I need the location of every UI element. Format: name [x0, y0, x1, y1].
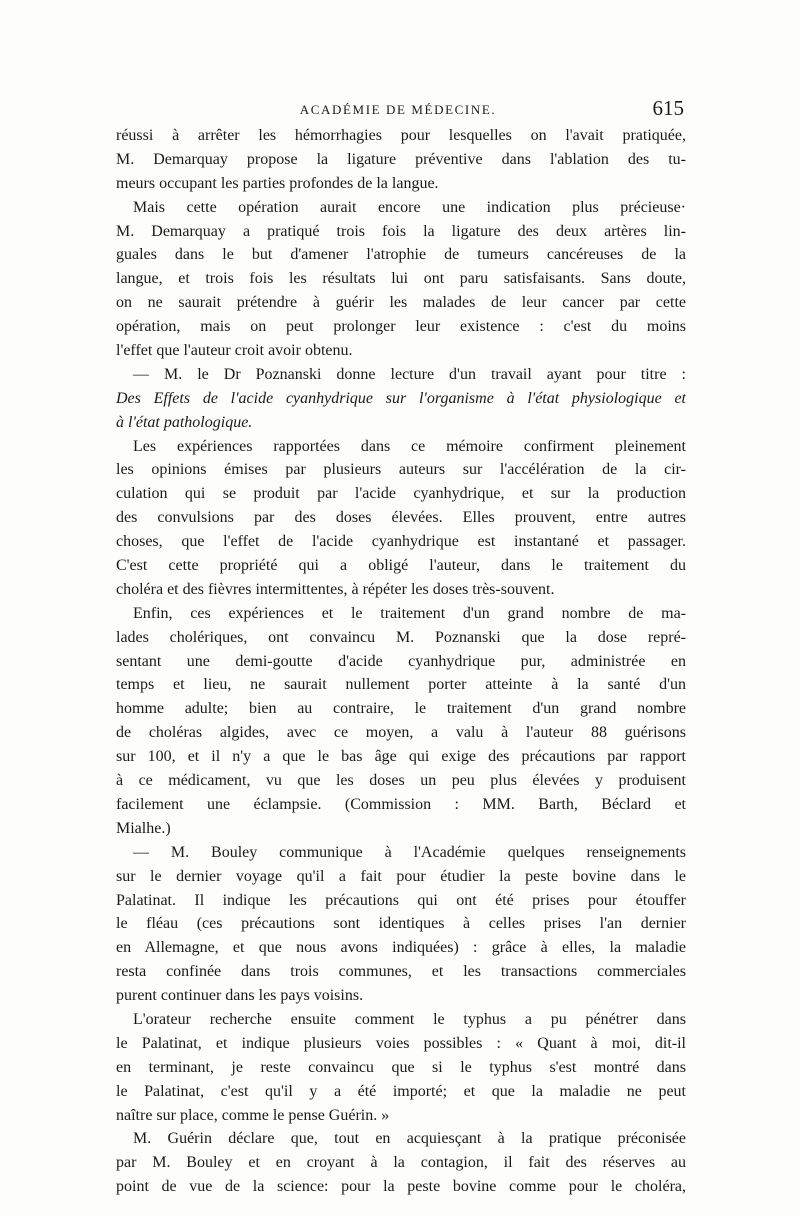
running-head	[112, 98, 684, 122]
text-line: Palatinat. Il indique les précautions qui ont été prises pour étouffer	[116, 891, 686, 909]
page-number: 615	[652, 96, 684, 120]
text-line: M. Demarquay a pratiqué trois fois la ligature des deux artères lin-	[116, 222, 686, 240]
text-line: les opinions émises par plusieurs auteurs sur l'accélération de la cir-	[116, 461, 686, 479]
text-line: à l'état pathologique.	[116, 413, 253, 431]
text-line: culation qui se produit par l'acide cyanhydrique, et sur la production	[116, 485, 686, 503]
text-line: des convulsions par des doses élevées. Elles prouvent, entre autres	[116, 509, 686, 527]
text-line: meurs occupant les parties profondes de la langue.	[116, 174, 439, 192]
text-line: à ce médicament, vu que les doses un peu plus élevées y produisent	[116, 772, 686, 790]
text-line: C'est cette propriété qui a obligé l'auteur, dans le traitement du	[116, 557, 686, 575]
text-line: de choléras algides, avec ce moyen, a valu à l'auteur 88 guérisons	[116, 724, 686, 742]
text-line: facilement une éclampsie. (Commission : MM. Barth, Béclard et	[116, 795, 686, 813]
text-line: resta confinée dans trois communes, et les transactions commerciales	[116, 963, 686, 981]
text-line: point de vue de la science: pour la peste bovine comme pour le choléra,	[116, 1178, 686, 1196]
text-line: le fléau (ces précautions sont identiques à celles prises l'an dernier	[116, 915, 686, 933]
text-line: opération, mais on peut prolonger leur existence : c'est du moins	[116, 318, 686, 336]
text-line: en terminant, je reste convaincu que si le typhus s'est montré dans	[116, 1058, 686, 1076]
text-line: homme adulte; bien au contraire, le traitement d'un grand nombre	[116, 700, 686, 718]
text-line: — M. Bouley communique à l'Académie quelques renseignements	[133, 843, 686, 861]
text-line: sur 100, et il n'y a que le bas âge qui exige des précautions par rapport	[116, 748, 686, 766]
text-line: M. Guérin déclare que, tout en acquiesçant à la pratique préconisée	[133, 1130, 686, 1148]
text-line: Mais cette opération aurait encore une indication plus précieuse·	[133, 198, 686, 216]
running-title: ACADÉMIE DE MÉDECINE.	[299, 102, 497, 117]
text-line: Enfin, ces expériences et le traitement d'un grand nombre de ma-	[133, 604, 686, 622]
text-line: guales dans le but d'amener l'atrophie de tumeurs cancéreuses de la	[116, 246, 686, 264]
text-line: temps et lieu, ne saurait nullement porter atteinte à la santé d'un	[116, 676, 686, 694]
text-line: choses, que l'effet de l'acide cyanhydrique est instantané et passager.	[116, 533, 686, 551]
text-line: l'effet que l'auteur croit avoir obtenu.	[116, 342, 353, 360]
text-line: choléra et des fièvres intermittentes, à répéter les doses très-souvent.	[116, 580, 555, 598]
text-line: sentant une demi-goutte d'acide cyanhydrique pur, administrée en	[116, 652, 686, 670]
text-line: par M. Bouley et en croyant à la contagion, il fait des réserves au	[116, 1154, 686, 1172]
text-line: lades cholériques, ont convaincu M. Poznanski que la dose repré-	[116, 628, 686, 646]
text-line: on ne saurait prétendre à guérir les malades de leur cancer par cette	[116, 294, 686, 312]
text-line: en Allemagne, et que nous avons indiquées) : grâce à elles, la maladie	[116, 939, 686, 957]
text-line: M. Demarquay propose la ligature préventive dans l'ablation des tu-	[116, 150, 686, 168]
text-line: naître sur place, comme le pense Guérin. »	[116, 1106, 390, 1124]
text-line: — M. le Dr Poznanski donne lecture d'un travail ayant pour titre :	[133, 365, 686, 383]
text-line: le Palatinat, c'est qu'il y a été importé; et que la maladie ne peut	[116, 1082, 686, 1100]
text-line: langue, et trois fois les résultats lui ont paru satisfaisants. Sans doute,	[116, 270, 686, 288]
text-line: purent continuer dans les pays voisins.	[116, 987, 364, 1005]
text-line: le Palatinat, et indique plusieurs voies possibles : « Quant à moi, dit-il	[116, 1034, 686, 1052]
text-line: Mialhe.)	[116, 819, 171, 837]
text-line: réussi à arrêter les hémorrhagies pour lesquelles on l'avait pratiquée,	[116, 127, 686, 144]
text-line: Des Effets de l'acide cyanhydrique sur l'organisme à l'état physiologique et	[116, 389, 686, 407]
text-line: sur le dernier voyage qu'il a fait pour étudier la peste bovine dans le	[116, 867, 686, 885]
body-text	[116, 124, 686, 1199]
text-line: L'orateur recherche ensuite comment le typhus a pu pénétrer dans	[133, 1010, 686, 1028]
text-line: Les expériences rapportées dans ce mémoire confirment pleinement	[133, 437, 686, 455]
